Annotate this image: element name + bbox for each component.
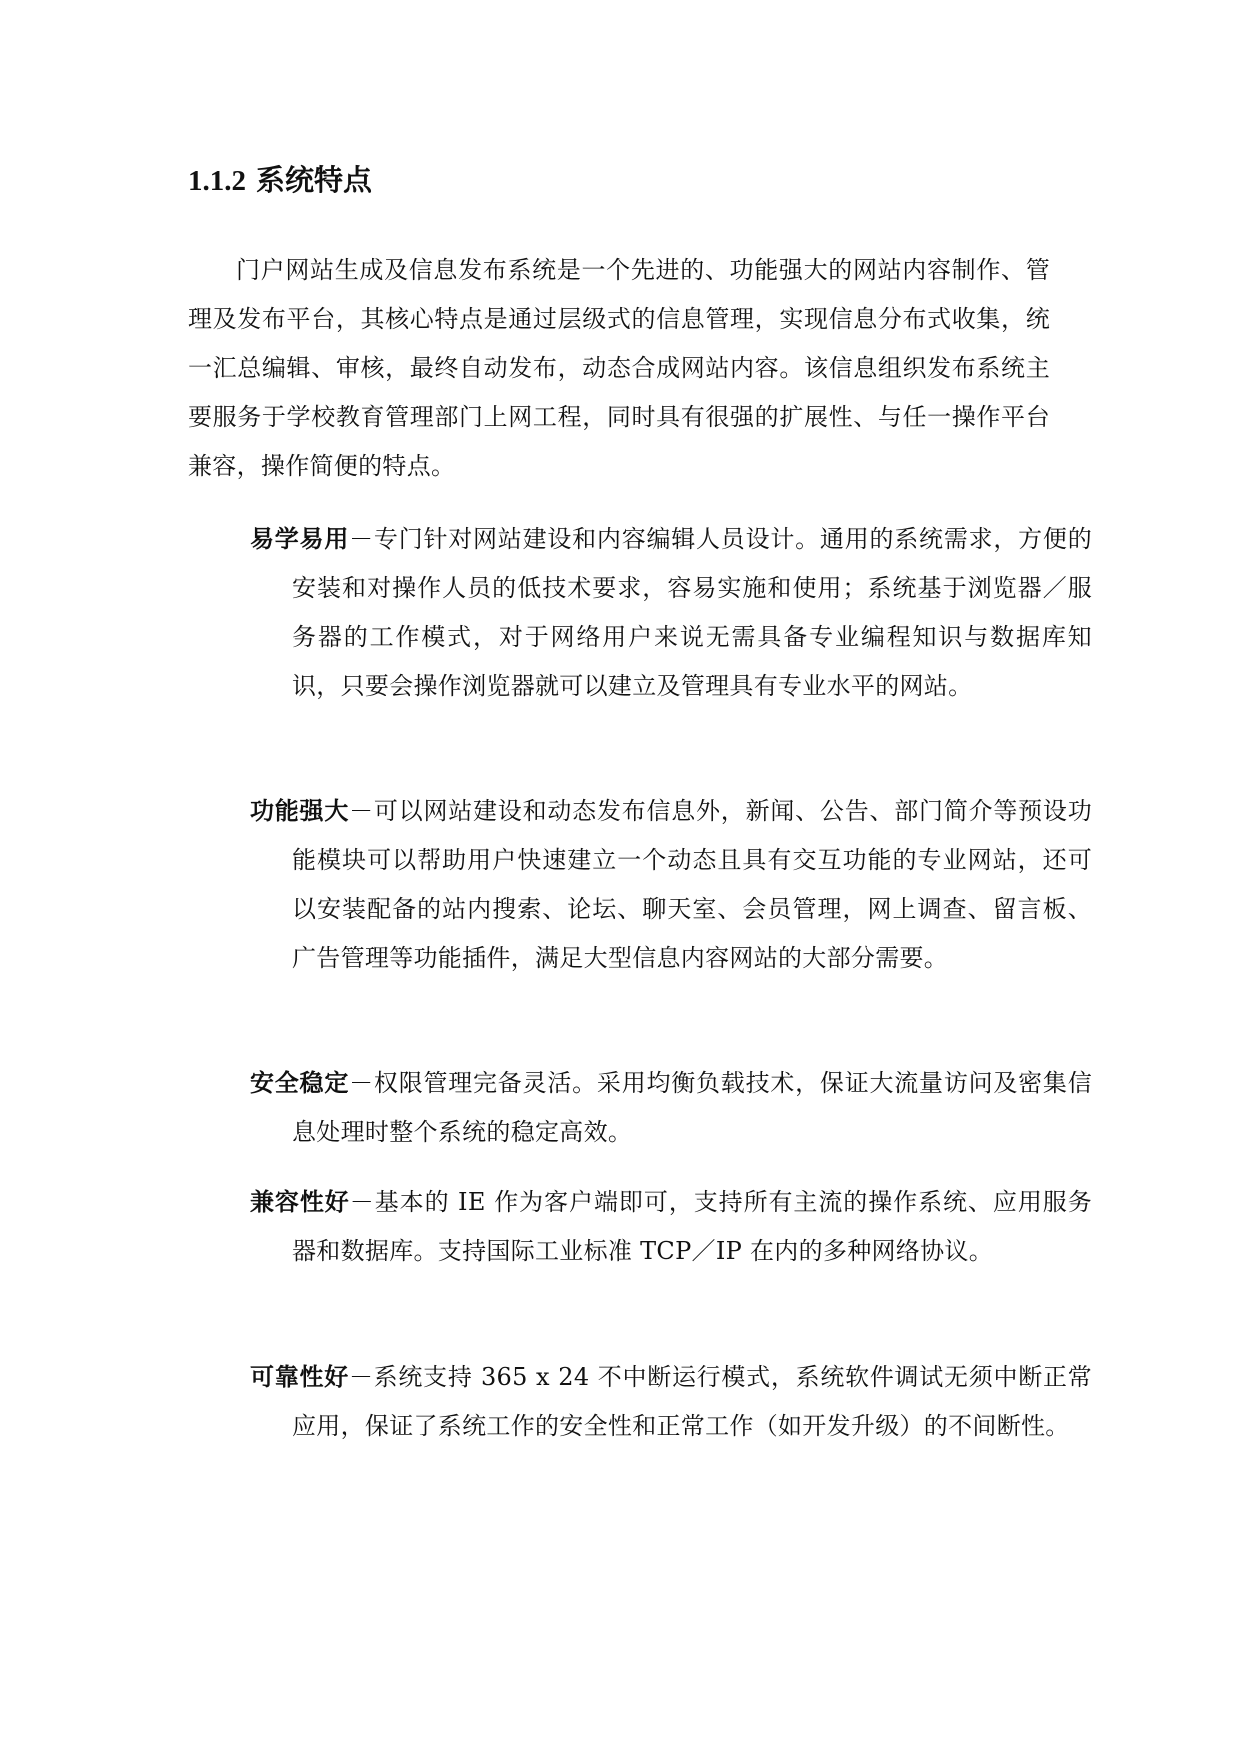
feature-text: 专门针对网站建设和内容编辑人员设计。通用的系统需求，方便的安装和对操作人员的低技术要求，容易实施和使用；系统基于浏览器／服务器的工作模式，对于网络用户来说无需具备专业编程知识与数据库知识，只要会操作浏览器就可以建立及管理具有专业水平的网站。 bbox=[292, 525, 1093, 700]
section-heading bbox=[188, 160, 372, 201]
feature-item-easy-to-use bbox=[250, 515, 1092, 711]
intro-paragraph: 门户网站生成及信息发布系统是一个先进的、功能强大的网站内容制作、管理及发布平台，其核心特点是通过层级式的信息管理，实现信息分布式收集，统一汇总编辑、审核，最终自动发布，动态合成网站内容。该信息组织发布系统主要服务于学校教育管理部门上网工程，同时具有很强的扩展性、与任一操作平台兼容，操作简便的特点。 bbox=[188, 256, 1050, 480]
feature-separator: － bbox=[349, 1069, 374, 1097]
feature-separator: － bbox=[349, 797, 374, 825]
feature-separator: － bbox=[349, 1188, 375, 1216]
feature-separator: － bbox=[349, 525, 374, 553]
feature-term: 功能强大 bbox=[250, 797, 350, 825]
feature-term: 可靠性好 bbox=[250, 1363, 349, 1391]
feature-item-reliable bbox=[250, 1353, 1092, 1451]
feature-item-secure-stable bbox=[250, 1059, 1092, 1157]
feature-text: 基本的 IE 作为客户端即可，支持所有主流的操作系统、应用服务器和数据库。支持国际工业标准 TCP／IP 在内的多种网络协议。 bbox=[292, 1188, 1093, 1265]
feature-term: 安全稳定 bbox=[250, 1069, 350, 1097]
feature-item-compatible bbox=[250, 1178, 1092, 1276]
feature-separator: － bbox=[348, 1363, 374, 1391]
section-title: 系统特点 bbox=[256, 163, 373, 197]
feature-text: 可以网站建设和动态发布信息外，新闻、公告、部门简介等预设功能模块可以帮助用户快速建立一个动态且具有交互功能的专业网站，还可以安装配备的站内搜索、论坛、聊天室、会员管理，网上调查、留言板、广告管理等功能插件，满足大型信息内容网站的大部分需要。 bbox=[292, 797, 1093, 972]
feature-term: 兼容性好 bbox=[250, 1188, 350, 1216]
feature-term: 易学易用 bbox=[250, 525, 350, 553]
feature-text: 权限管理完备灵活。采用均衡负载技术，保证大流量访问及密集信息处理时整个系统的稳定高效。 bbox=[292, 1069, 1093, 1146]
feature-item-powerful bbox=[250, 787, 1092, 983]
section-number: 1.1.2 bbox=[188, 165, 246, 197]
feature-text: 系统支持 365 x 24 不中断运行模式，系统软件调试无须中断正常应用，保证了系统工作的安全性和正常工作（如开发升级）的不间断性。 bbox=[292, 1363, 1092, 1440]
